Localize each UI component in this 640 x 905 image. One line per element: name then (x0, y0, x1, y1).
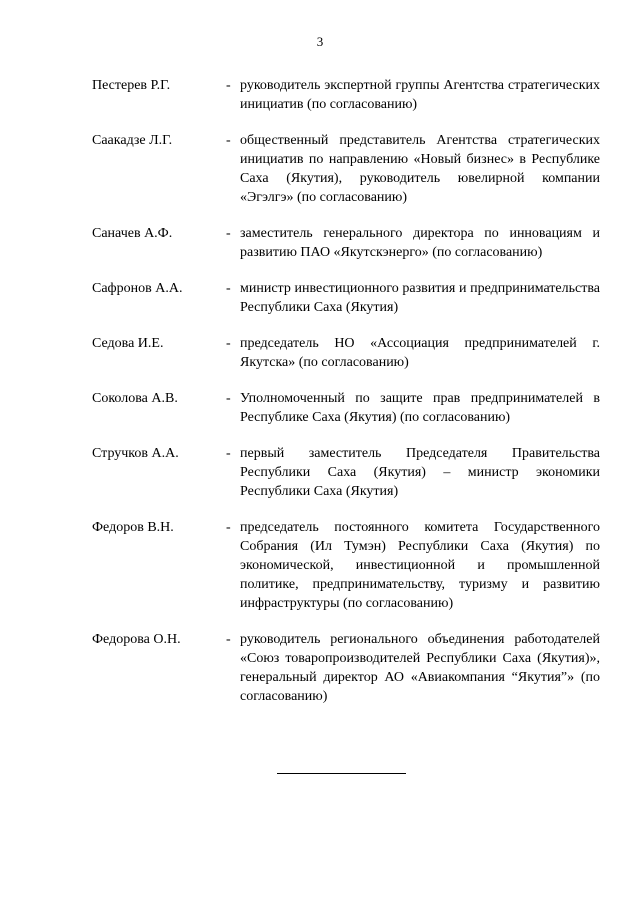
member-dash: - (226, 632, 231, 647)
member-role: руководитель экспертной группы Агентства стратегических инициатив (по согласованию) (240, 78, 600, 112)
member-role: председатель НО «Ассоциация предпринимателей г. Якутска» (по согласованию) (240, 336, 600, 370)
member-name: Седова И.Е. (92, 336, 164, 351)
member-dash: - (226, 226, 231, 241)
member-entry (92, 444, 600, 501)
member-role: председатель постоянного комитета Государственного Собрания (Ил Тумэн) Республики Саха (Якутия) по экономической, инвестиционной и промышленной политике, предпринимательству, туризму и развитию инфраструктуры (по согласованию) (240, 520, 600, 611)
member-dash: - (226, 133, 231, 148)
member-name: Сафронов А.А. (92, 281, 183, 296)
member-dash: - (226, 391, 231, 406)
member-dash: - (226, 281, 231, 296)
member-dash: - (226, 336, 231, 351)
member-entry (92, 131, 600, 207)
member-name: Соколова А.В. (92, 391, 178, 406)
member-entry (92, 224, 600, 262)
member-name: Пестерев Р.Г. (92, 78, 171, 93)
member-dash: - (226, 446, 231, 461)
end-divider (277, 773, 406, 774)
member-role: Уполномоченный по защите прав предпринимателей в Республике Саха (Якутия) (по согласованию) (240, 391, 600, 425)
member-role: первый заместитель Председателя Правительства Республики Саха (Якутия) – министр экономики Республики Саха (Якутия) (240, 446, 600, 499)
member-list (92, 76, 600, 706)
member-entry (92, 630, 600, 706)
member-name: Федоров В.Н. (92, 520, 174, 535)
member-role: общественный представитель Агентства стратегических инициатив по направлению «Новый бизнес» в Республике Саха (Якутия), руководитель ювелирной компании «Эгэлгэ» (по согласованию) (240, 133, 600, 205)
member-role: министр инвестиционного развития и предпринимательства Республики Саха (Якутия) (240, 281, 600, 315)
member-entry (92, 518, 600, 613)
member-entry (92, 76, 600, 114)
member-name: Саначев А.Ф. (92, 226, 173, 241)
member-role: заместитель генерального директора по инновациям и развитию ПАО «Якутскэнерго» (по согласованию) (240, 226, 600, 260)
member-entry (92, 334, 600, 372)
member-entry (92, 279, 600, 317)
member-name: Федорова О.Н. (92, 632, 181, 647)
member-role: руководитель регионального объединения работодателей «Союз товаропроизводителей Республики Саха (Якутия)», генеральный директор АО «Авиакомпания “Якутия”» (по согласованию) (240, 632, 600, 704)
member-entry (92, 389, 600, 427)
member-name: Стручков А.А. (92, 446, 179, 461)
member-dash: - (226, 520, 231, 535)
member-name: Саакадзе Л.Г. (92, 133, 173, 148)
page-number: 3 (316, 34, 324, 49)
member-dash: - (226, 78, 231, 93)
